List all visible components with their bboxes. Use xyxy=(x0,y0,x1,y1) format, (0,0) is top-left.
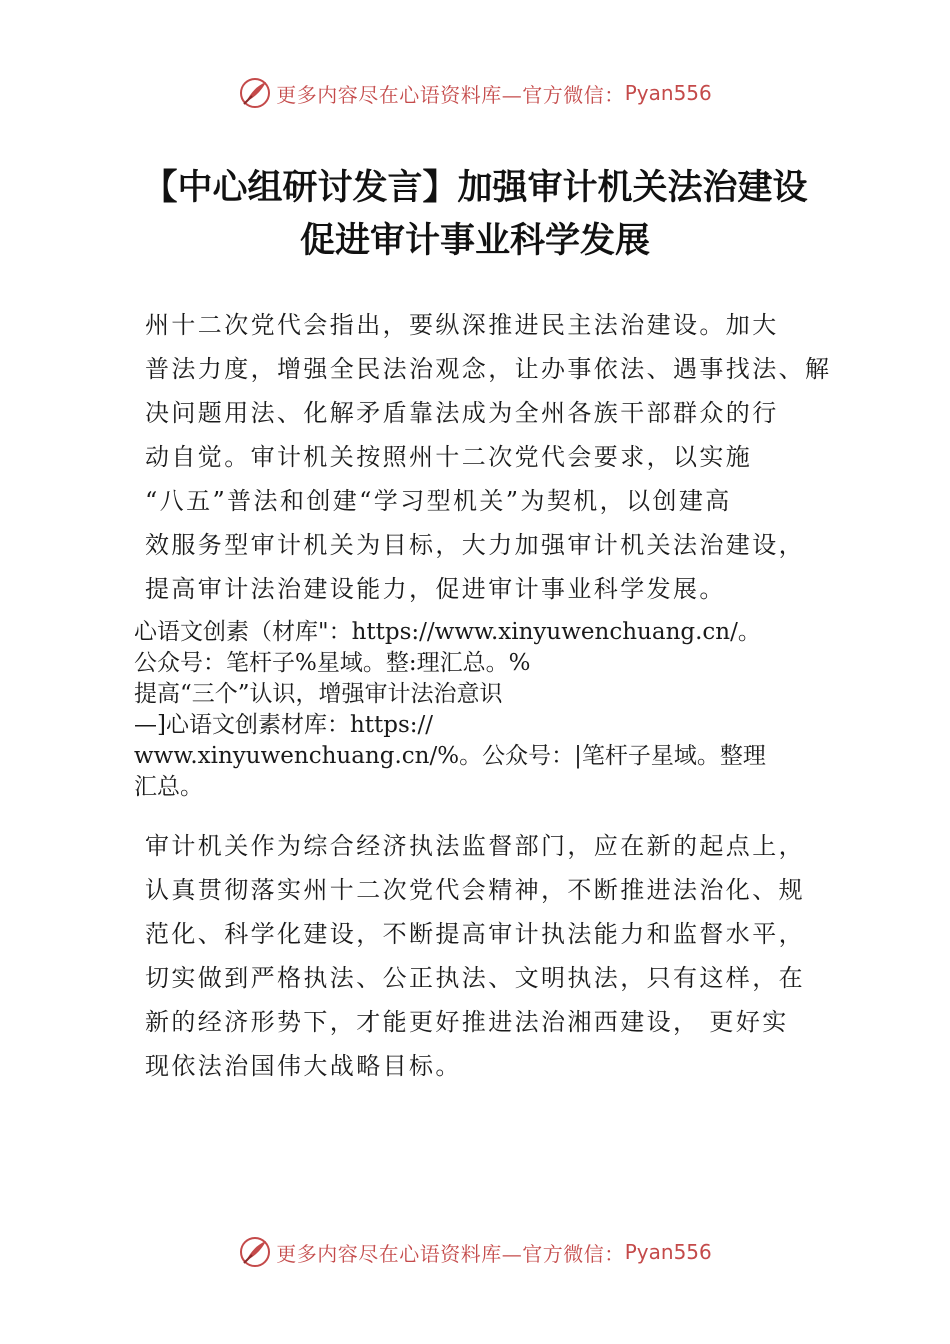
quill-feather-logo-icon xyxy=(238,1235,272,1269)
document-title xyxy=(0,162,950,268)
banner-text: 更多内容尽在心语资料库—官方微信： xyxy=(276,82,625,107)
banner-text: 更多内容尽在心语资料库—官方微信： xyxy=(276,1241,625,1266)
title-line-1: 【中心组研讨发言】加强审计机关法治建设 xyxy=(142,168,808,208)
quill-feather-logo-icon xyxy=(238,76,272,110)
title-line-2: 促进审计事业科学发展 xyxy=(299,221,650,261)
banner-wechat-id: Pyan556 xyxy=(624,81,712,105)
paragraph-2: 审计机关作为综合经济执法监督部门，应在新的起点上， 认真贯彻落实州十二次党代会精神，不断推进法治化、规 范化、科学化建设，不断提高审计执法能力和监督水平， 切实做到严格执法、公正执法、文明执法，只有这样，在 新的经济形势下，才能更好推进法治湘西建设， 更好实 现依法治国伟大战略目标。 xyxy=(145,832,805,1080)
footer-banner xyxy=(0,1227,950,1277)
banner-wechat-id: Pyan556 xyxy=(624,1240,712,1264)
header-banner xyxy=(0,68,950,118)
reference-block: 心语文创素（材库"：https://www.xinyuwenchuang.cn/。 公众号：笔杆子%星域。整:理汇总。% 提高“三个”认识，增强审计法治意识 —]心语文创素材库：https:// www.xinyuwenchuang.cn/%。公众号：|笔杆子星域。整理 汇总。 xyxy=(134,619,766,800)
paragraph-1: 州十二次党代会指出，要纵深推进民主法治建设。加大 普法力度，增强全民法治观念，让办事依法、遇事找法、解 决问题用法、化解矛盾靠法成为全州各族干部群众的行 动自觉。审计机关按照州十二次党代会要求，以实施 “八五”普法和创建“学习型机关”为契机，以创建高 效服务型审计机关为目标，大力加强审计机关法治建设， 提高审计法治建设能力，促进审计事业科学发展。 xyxy=(145,311,832,603)
